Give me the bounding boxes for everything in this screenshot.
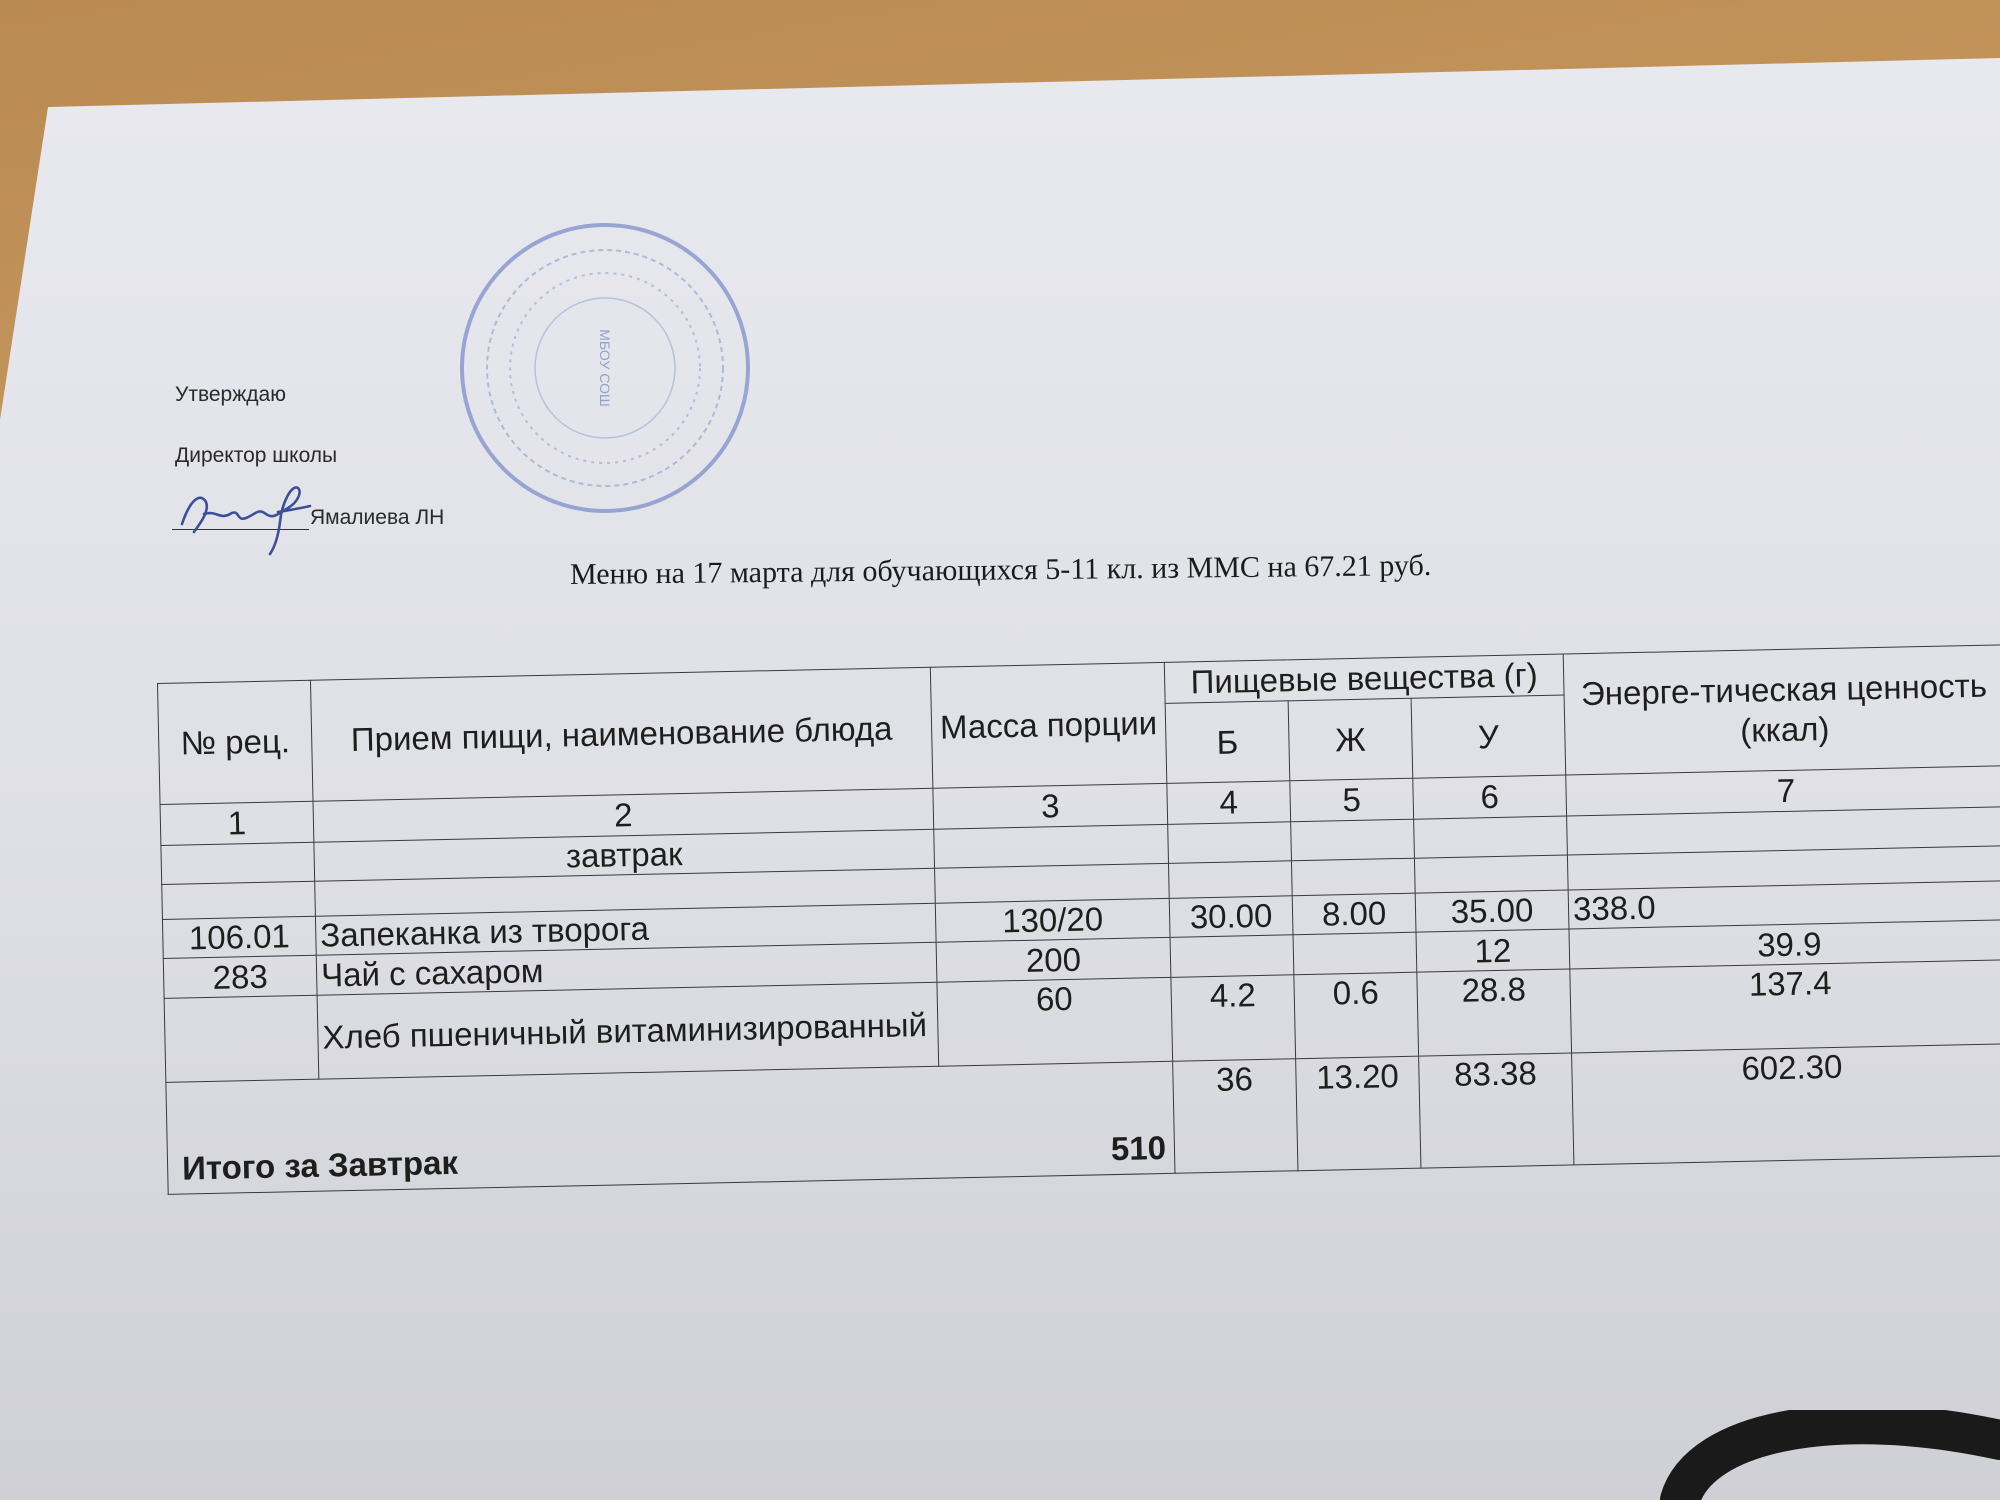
header-meal-name: Прием пищи, наименование блюда bbox=[310, 667, 932, 801]
row-fat bbox=[1293, 932, 1417, 975]
header-nutrients: Пищевые вещества (г) bbox=[1164, 654, 1564, 704]
total-label: Итого за Завтрак bbox=[181, 1143, 459, 1187]
row-fat: 0.6 bbox=[1294, 972, 1419, 1059]
header-recipe-no: № рец. bbox=[158, 680, 314, 804]
row-recipe bbox=[164, 995, 319, 1082]
row-dish-name: Чай с сахаром bbox=[316, 942, 937, 995]
handwritten-signature bbox=[170, 462, 320, 562]
total-label-cell bbox=[166, 1061, 1175, 1194]
col-num-1: 1 bbox=[160, 801, 314, 845]
round-stamp bbox=[455, 218, 755, 518]
col-num-4: 4 bbox=[1167, 781, 1291, 825]
row-recipe: 106.01 bbox=[162, 916, 316, 958]
total-kcal: 602.30 bbox=[1572, 1044, 2000, 1165]
row-protein bbox=[1170, 935, 1294, 978]
row-recipe: 283 bbox=[163, 955, 317, 998]
header-fat: Ж bbox=[1288, 699, 1413, 781]
row-mass: 130/20 bbox=[935, 898, 1170, 942]
row-kcal: 338.0 bbox=[1568, 881, 2000, 929]
approve-label: Утверждаю bbox=[175, 383, 286, 406]
menu-table bbox=[157, 644, 2000, 1195]
total-fat: 13.20 bbox=[1296, 1056, 1421, 1171]
black-cable bbox=[1660, 1410, 2000, 1500]
row-mass: 200 bbox=[936, 937, 1171, 982]
row-carbs: 35.00 bbox=[1415, 890, 1569, 932]
menu-title: Меню на 17 марта для обучающихся 5-11 кл. из ММС на 67.21 руб. bbox=[569, 548, 1432, 591]
row-protein: 4.2 bbox=[1171, 975, 1296, 1062]
row-protein: 30.00 bbox=[1169, 896, 1293, 938]
col-num-3: 3 bbox=[933, 783, 1168, 829]
header-portion: Масса порции bbox=[930, 662, 1166, 788]
row-fat: 8.00 bbox=[1292, 893, 1416, 935]
row-dish-name: Хлеб пшеничный витаминизированный bbox=[317, 982, 939, 1079]
col-num-7: 7 bbox=[1566, 766, 2000, 816]
header-energy: Энерге-тическая ценность (ккал) bbox=[1563, 645, 2000, 775]
director-name: Ямалиева ЛН bbox=[310, 506, 445, 529]
col-num-2: 2 bbox=[313, 788, 934, 842]
row-mass: 60 bbox=[937, 977, 1173, 1066]
total-mass: 510 bbox=[1110, 1128, 1167, 1168]
section-breakfast: завтрак bbox=[314, 829, 935, 881]
header-carbs: У bbox=[1411, 695, 1566, 778]
row-kcal: 39.9 bbox=[1569, 920, 2000, 969]
row-kcal: 137.4 bbox=[1570, 960, 2000, 1053]
stamp-text: МБОУ СОШ bbox=[597, 329, 613, 407]
director-label: Директор школы bbox=[175, 444, 338, 467]
total-carbs: 83.38 bbox=[1419, 1053, 1574, 1168]
row-carbs: 12 bbox=[1416, 929, 1570, 972]
row-dish-name: Запеканка из творога bbox=[315, 903, 936, 955]
header-protein: Б bbox=[1165, 701, 1290, 783]
col-num-5: 5 bbox=[1290, 778, 1414, 822]
col-num-6: 6 bbox=[1413, 775, 1567, 819]
total-protein: 36 bbox=[1173, 1059, 1298, 1174]
menu-table-container bbox=[157, 644, 2000, 1195]
row-carbs: 28.8 bbox=[1417, 969, 1572, 1056]
